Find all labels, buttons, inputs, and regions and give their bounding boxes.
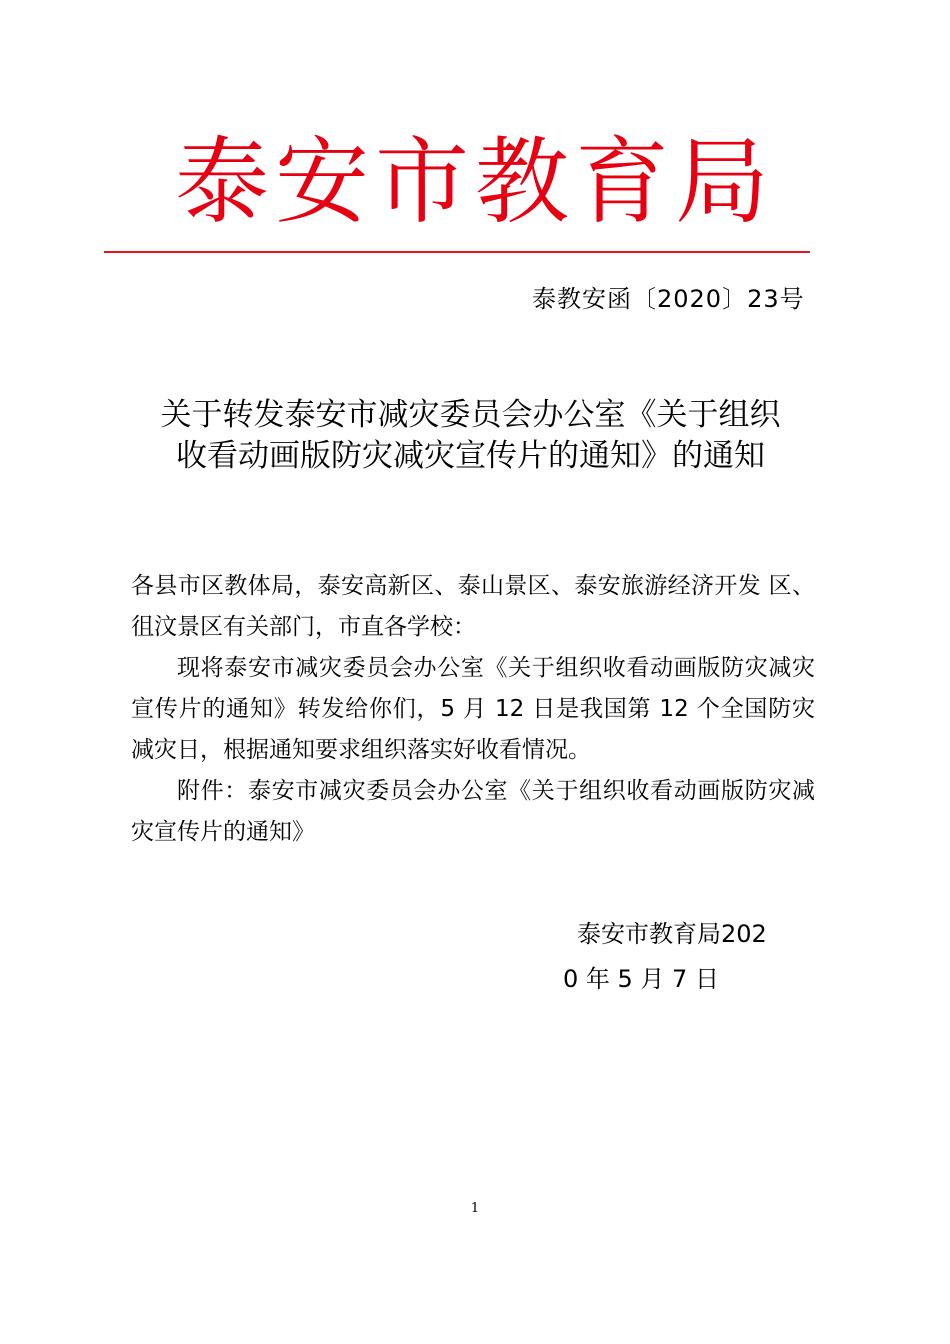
document-body bbox=[131, 566, 815, 853]
document-title: 关于转发泰安市减灾委员会办公室《关于组织收看动画版防灾减灾宣传片的通知》的通知 bbox=[160, 397, 781, 474]
document-number: 泰教安函〔2020〕23号 bbox=[532, 285, 805, 313]
salutation: 各县市区教体局，泰安高新区、泰山景区、泰安旅游经济开发 区、徂汶景区有关部门，市直各学校： bbox=[131, 573, 815, 640]
page-number: 1 bbox=[470, 1201, 480, 1216]
red-header-org-name: 泰安市教育局 bbox=[174, 128, 775, 237]
attachment-note: 附件：泰安市减灾委员会办公室《关于组织收看动画版防灾减灾宣传片的通知》 bbox=[131, 778, 815, 845]
signature-block bbox=[563, 912, 778, 1002]
red-divider-line bbox=[104, 251, 810, 253]
signature-date: 2020 年 5 月 7 日 bbox=[563, 920, 767, 993]
body-paragraph: 现将泰安市减灾委员会办公室《关于组织收看动画版防灾减灾宣传片的通知》转发给你们，5 月 12 日是我国第 12 个全国防灾减灾日，根据通知要求组织落实好收看情况。 bbox=[131, 655, 815, 763]
signature-org: 泰安市教育局 bbox=[577, 920, 721, 948]
